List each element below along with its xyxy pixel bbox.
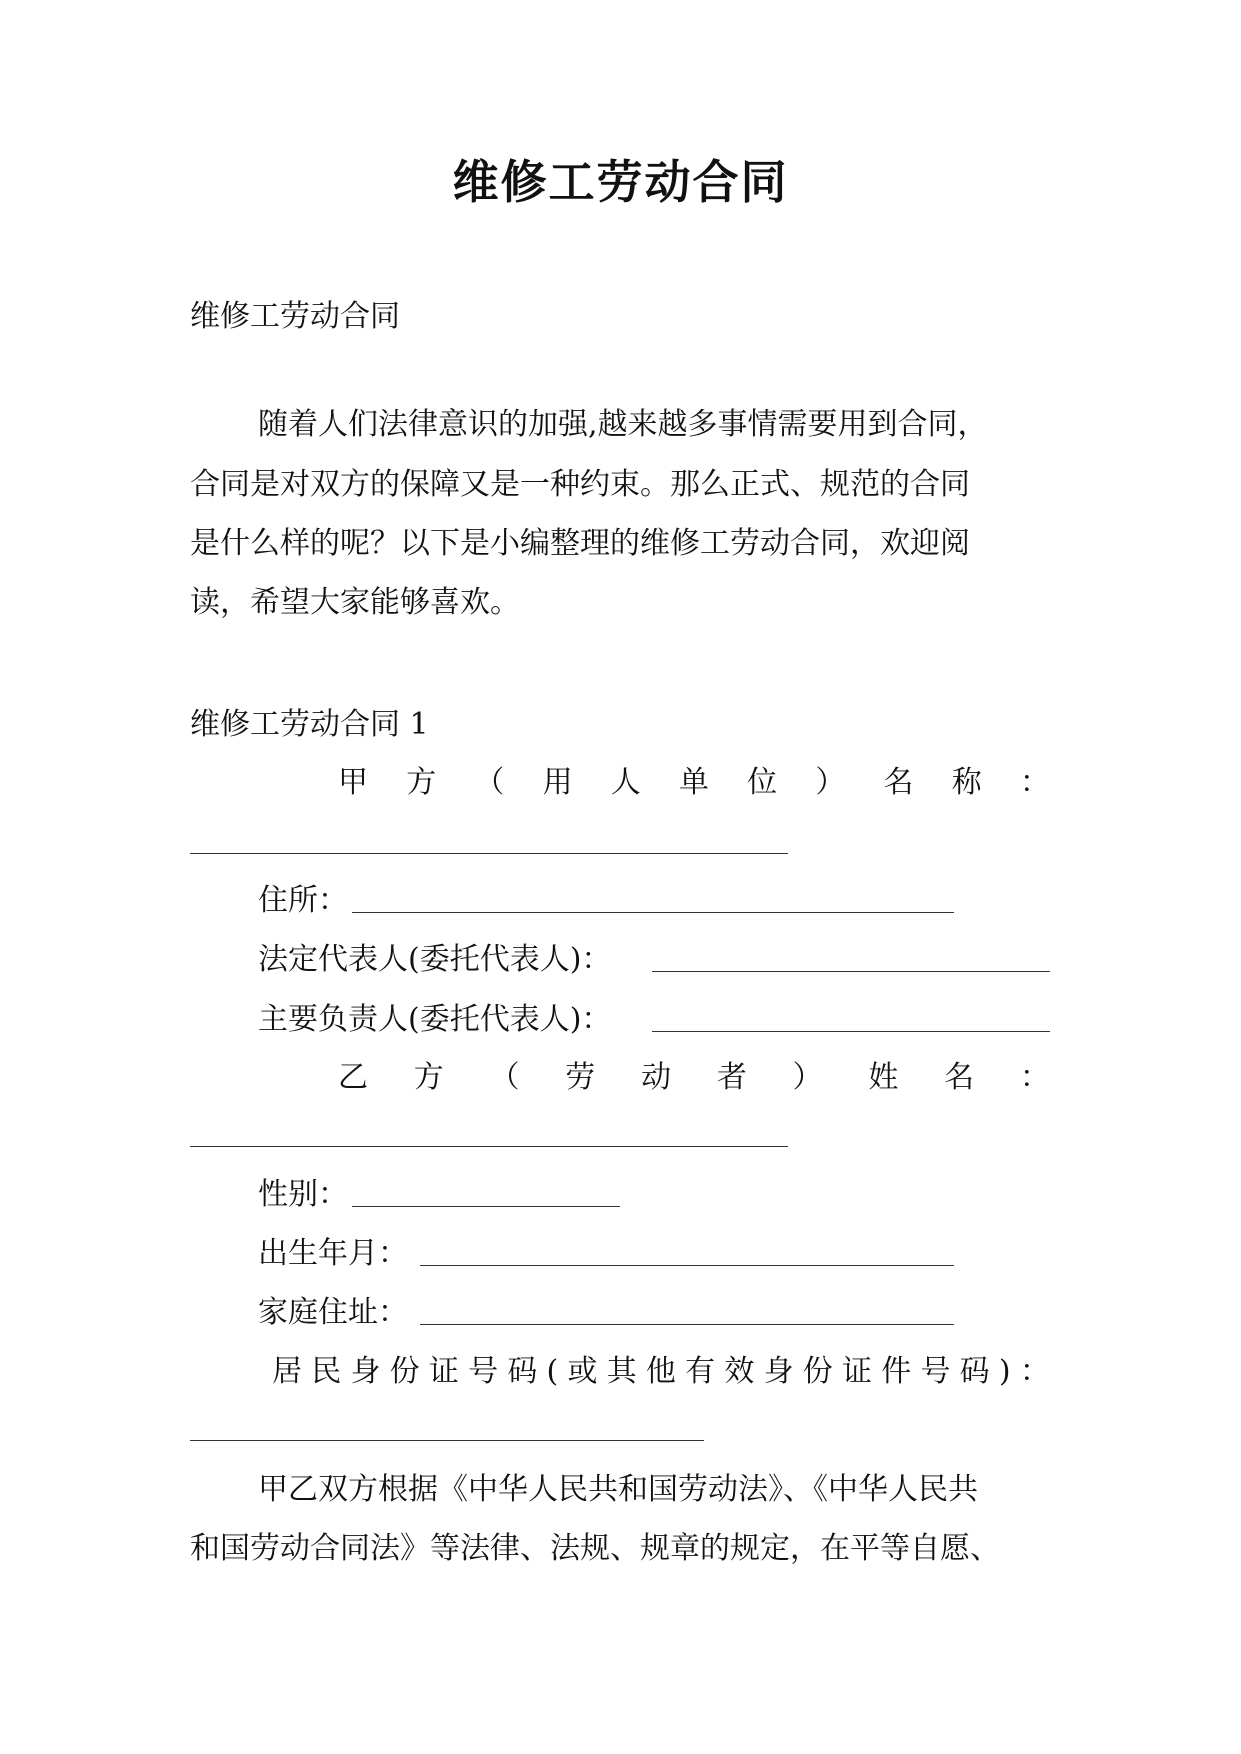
label-char: 效 (724, 1354, 755, 1389)
label-char: 乙 (338, 1060, 368, 1095)
label-char: 号 (468, 1354, 499, 1389)
label-char: 居 (272, 1354, 302, 1389)
label-char: 其 (606, 1354, 637, 1389)
label-char: （ (474, 765, 505, 800)
label-char: ： (1019, 765, 1050, 800)
label-char: 份 (389, 1354, 420, 1389)
label-char: ： (1019, 1060, 1050, 1095)
label-char: 或 (567, 1354, 598, 1389)
section-title: 维修工劳动合同 1 (190, 707, 429, 742)
party-a-address-blank[interactable] (352, 912, 954, 913)
birth-blank[interactable] (420, 1265, 954, 1266)
label-char: 名 (944, 1060, 975, 1095)
id-number-label (272, 1352, 1050, 1392)
label-char: ( (546, 1354, 559, 1389)
closing-line-2: 和国劳动合同法》等法律、法规、规章的规定，在平等自愿、 (190, 1531, 1000, 1566)
label-char: 方 (413, 1060, 444, 1095)
intro-line-4: 读，希望大家能够喜欢。 (190, 585, 520, 620)
label-char: 份 (802, 1354, 833, 1389)
intro-line-2: 合同是对双方的保障又是一种约束。那么正式、规范的合同 (190, 467, 970, 502)
party-b-name-label (338, 1058, 1050, 1098)
label-char: 号 (920, 1354, 951, 1389)
intro-line-3: 是什么样的呢？以下是小编整理的维修工劳动合同，欢迎阅 (190, 526, 970, 561)
label-char: 件 (881, 1354, 912, 1389)
label-char: 民 (311, 1354, 342, 1389)
legal-rep-blank[interactable] (652, 971, 1050, 972)
label-char: 用 (542, 765, 573, 800)
label-char: 位 (747, 765, 778, 800)
legal-rep-label: 法定代表人(委托代表人)： (258, 942, 612, 977)
principal-blank[interactable] (652, 1031, 1050, 1032)
document-title: 维修工劳动合同 (452, 155, 789, 209)
label-char: 身 (350, 1354, 381, 1389)
label-char: 者 (716, 1060, 747, 1095)
label-char: 证 (428, 1354, 459, 1389)
label-char: 名 (883, 765, 914, 800)
id-number-blank[interactable] (190, 1440, 704, 1441)
intro-line-1: 随着人们法律意识的加强,越来越多事情需要用到合同， (258, 407, 988, 442)
label-char: 码 (959, 1354, 990, 1389)
label-char: 身 (763, 1354, 794, 1389)
birth-label: 出生年月： (258, 1236, 408, 1271)
party-a-address-label: 住所： (258, 883, 348, 918)
label-char: 他 (645, 1354, 676, 1389)
home-address-label: 家庭住址： (258, 1295, 408, 1330)
label-char: 动 (641, 1060, 672, 1095)
label-char: 甲 (338, 765, 368, 800)
closing-line-1: 甲乙双方根据《中华人民共和国劳动法》、《中华人民共 (258, 1472, 978, 1507)
label-char: 有 (685, 1354, 716, 1389)
label-char: ) (998, 1354, 1011, 1389)
label-char: 单 (678, 765, 709, 800)
party-b-name-blank[interactable] (190, 1146, 788, 1147)
label-char: 人 (610, 765, 641, 800)
label-char: ） (815, 765, 846, 800)
label-char: 劳 (565, 1060, 596, 1095)
label-char: ： (1019, 1354, 1050, 1389)
gender-label: 性别： (258, 1177, 348, 1212)
label-char: 称 (951, 765, 982, 800)
subtitle: 维修工劳动合同 (190, 299, 400, 334)
label-char: ） (792, 1060, 823, 1095)
label-char: 码 (507, 1354, 538, 1389)
gender-blank[interactable] (352, 1206, 620, 1207)
principal-label: 主要负责人(委托代表人)： (258, 1002, 612, 1037)
label-char: （ (489, 1060, 520, 1095)
label-char: 证 (842, 1354, 872, 1389)
home-address-blank[interactable] (420, 1324, 954, 1325)
party-a-name-label (338, 763, 1050, 803)
label-char: 方 (406, 765, 437, 800)
label-char: 姓 (868, 1060, 899, 1095)
party-a-name-blank[interactable] (190, 853, 788, 854)
